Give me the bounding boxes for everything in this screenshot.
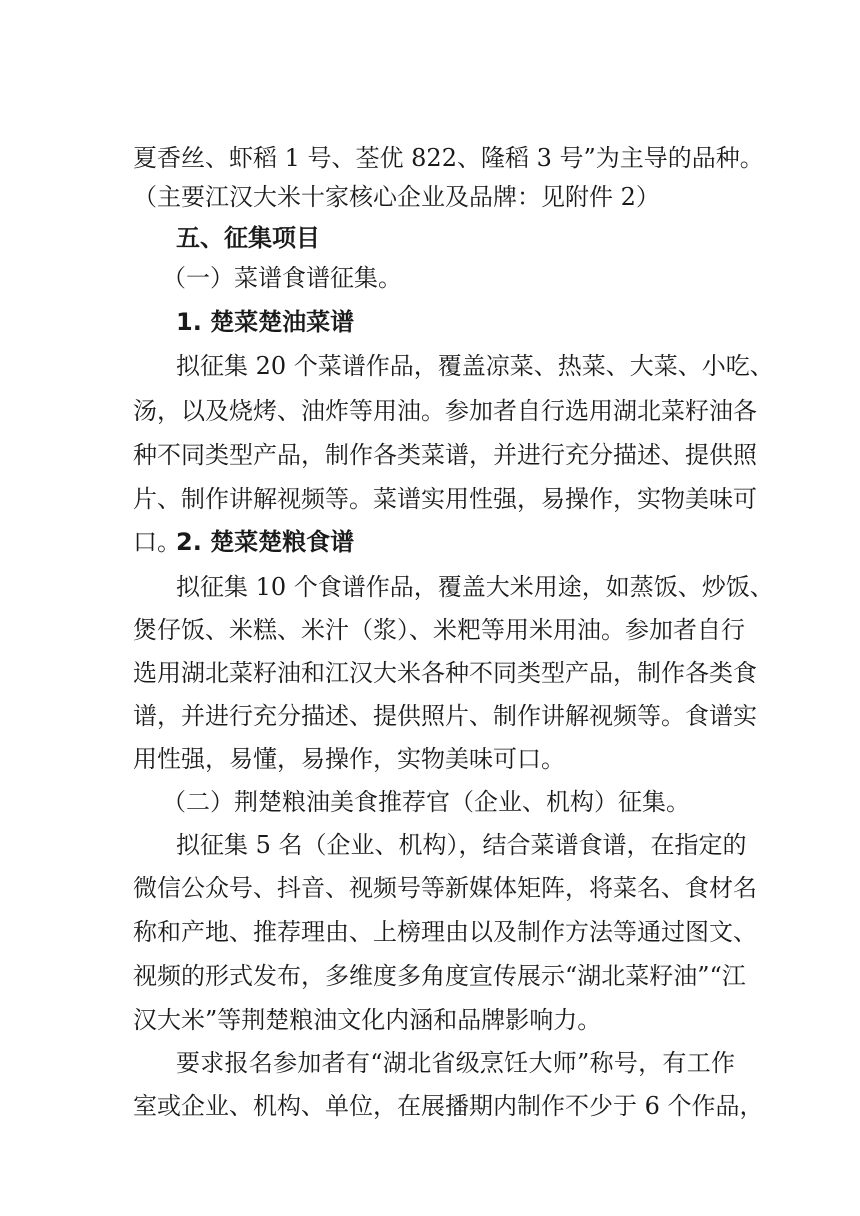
- body-text-line: （主要江汉大米十家核心企业及品牌：见附件 2）: [133, 183, 660, 211]
- section-heading: 五、征集项目: [176, 224, 320, 252]
- body-text-line: 室或企业、机构、单位，在展播期内制作不少于 6 个作品，: [133, 1092, 764, 1120]
- body-text-line: 种不同类型产品，制作各类菜谱，并进行充分描述、提供照: [133, 441, 757, 469]
- body-text-line: 用性强，易懂，易操作，实物美味可口。: [133, 745, 565, 773]
- item-heading: 1. 楚菜楚油菜谱: [176, 308, 355, 336]
- body-text-line: 夏香丝、虾稻 1 号、荃优 822、隆稻 3 号”为主导的品种。: [133, 144, 764, 172]
- subsection-heading: （二）荆楚粮油美食推荐官（企业、机构）征集。: [162, 788, 690, 816]
- body-text-line: 拟征集 10 个食谱作品，覆盖大米用途，如蒸饭、炒饭、: [176, 573, 774, 601]
- body-text-line: 微信公众号、抖音、视频号等新媒体矩阵，将菜名、食材名: [133, 874, 757, 902]
- body-text-line: 选用湖北菜籽油和江汉大米各种不同类型产品，制作各类食: [133, 659, 757, 687]
- body-text-line: 称和产地、推荐理由、上榜理由以及制作方法等通过图文、: [133, 918, 757, 946]
- body-text-line: 谱，并进行充分描述、提供照片、制作讲解视频等。食谱实: [133, 702, 757, 730]
- body-text-line: 拟征集 20 个菜谱作品，覆盖凉菜、热菜、大菜、小吃、: [176, 352, 774, 380]
- body-text-line: 煲仔饭、米糕、米汁（浆）、米粑等用米用油。参加者自行: [133, 616, 745, 644]
- body-text-line: 口。: [133, 528, 181, 556]
- body-text-line: 拟征集 5 名（企业、机构），结合菜谱食谱，在指定的: [176, 831, 747, 859]
- body-text-line: 要求报名参加者有“湖北省级烹饪大师”称号，有工作: [176, 1049, 735, 1077]
- body-text-line: 汉大米”等荆楚粮油文化内涵和品牌影响力。: [133, 1006, 602, 1034]
- body-text-line: 视频的形式发布，多维度多角度宣传展示“湖北菜籽油”“江: [133, 962, 746, 990]
- item-heading: 2. 楚菜楚粮食谱: [176, 528, 355, 556]
- body-text-line: 片、制作讲解视频等。菜谱实用性强，易操作，实物美味可: [133, 485, 757, 513]
- subsection-heading: （一）菜谱食谱征集。: [162, 264, 402, 292]
- body-text-line: 汤，以及烧烤、油炸等用油。参加者自行选用湖北菜籽油各: [133, 397, 757, 425]
